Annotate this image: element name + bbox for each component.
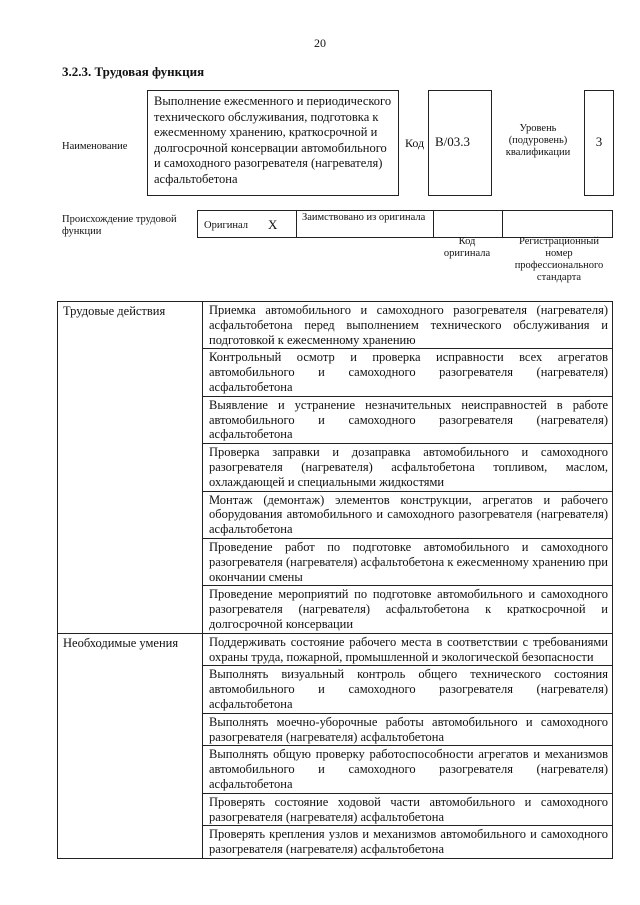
list-item: Поддерживать состояние рабочего места в соответствии с требованиями охраны труда, пожарной, промышленной и экологической безопасности: [203, 633, 613, 666]
list-item: Выполнять общую проверку работоспособности агрегатов и механизмов автомобильного и самоходного разогревателя (нагревателя) асфальтобетона: [203, 746, 613, 793]
list-item: Проверять состояние ходовой части автомобильного и самоходного разогревателя (нагревателя) асфальтобетона: [203, 793, 613, 826]
list-item: Проведение работ по подготовке автомобильного и самоходного разогревателя (нагревателя) асфальтобетона к ежесменному хранению при окончании смены: [203, 538, 613, 585]
list-item: Выполнять визуальный контроль общего технического состояния автомобильного и самоходного разогревателя (нагревателя) асфальтобетона: [203, 666, 613, 713]
list-item: Проверка заправки и дозаправка автомобильного и самоходного разогревателя (нагревателя) асфальтобетона топливом, маслом, охлаждающей и специальными жидкостями: [203, 444, 613, 491]
page-number: 20: [314, 36, 326, 50]
original-mark: X: [268, 217, 278, 232]
origin-original-cell: [197, 210, 297, 238]
list-item: Контрольный осмотр и проверка исправности всех агрегатов автомобильного и самоходного разогревателя (нагревателя) асфальтобетона: [203, 349, 613, 396]
function-name-box: [147, 90, 399, 196]
list-item: Приемка автомобильного и самоходного разогревателя (нагревателя) асфальтобетона перед выполнением технического обслуживания и подготовкой к ежесменному хранению: [203, 302, 613, 349]
original-label: Оригинал: [204, 220, 248, 231]
origin-borrowed-cell: [296, 210, 434, 238]
list-item: Проверять крепления узлов и механизмов автомобильного и самоходного разогревателя (нагревателя) асфальтобетона: [203, 826, 613, 859]
function-name-value: Выполнение ежесменного и периодического технического обслуживания, подготовка к ежесменному хранению, краткосрочной и долгосрочной консервации автомобильного и самоходного разогревателя (нагревателя) асфальтобетона: [154, 94, 392, 186]
level-label: Уровень (подуровень) квалификации: [505, 123, 571, 158]
group-label: Трудовые действия: [58, 302, 203, 634]
group-label: Необходимые умения: [58, 633, 203, 858]
code-original-caption: Код оригинала: [443, 236, 491, 259]
origin-code-cell: [433, 210, 503, 238]
section-title: 3.2.3. Трудовая функция: [62, 64, 205, 79]
table-row: [58, 302, 613, 349]
origin-label: Происхождение трудовой функции: [62, 214, 177, 237]
list-item: Выполнять моечно-уборочные работы автомобильного и самоходного разогревателя (нагревателя) асфальтобетона: [203, 713, 613, 746]
list-item: Выявление и устранение незначительных неисправностей в работе автомобильного и самоходного разогревателя (нагревателя) асфальтобетона: [203, 396, 613, 443]
table-row: [58, 633, 613, 666]
level-value: 3: [595, 134, 603, 149]
function-table: [57, 301, 613, 859]
level-box: [584, 90, 614, 196]
code-label: Код: [405, 136, 425, 150]
reg-number-caption: Регистрационный номер профессионального стандарта: [514, 236, 604, 283]
list-item: Монтаж (демонтаж) элементов конструкции, агрегатов и рабочего оборудования автомобильного и самоходного разогревателя (нагревателя) асфальтобетона: [203, 491, 613, 538]
borrowed-label: Заимствовано из оригинала: [302, 212, 426, 223]
name-label: Наименование: [62, 141, 128, 152]
code-box: [428, 90, 492, 196]
origin-reg-cell: [502, 210, 613, 238]
code-value: B/03.3: [435, 134, 471, 149]
list-item: Проведение мероприятий по подготовке автомобильного и самоходного разогревателя (нагревателя) асфальтобетона к краткосрочной и долгосрочной консервации: [203, 586, 613, 633]
